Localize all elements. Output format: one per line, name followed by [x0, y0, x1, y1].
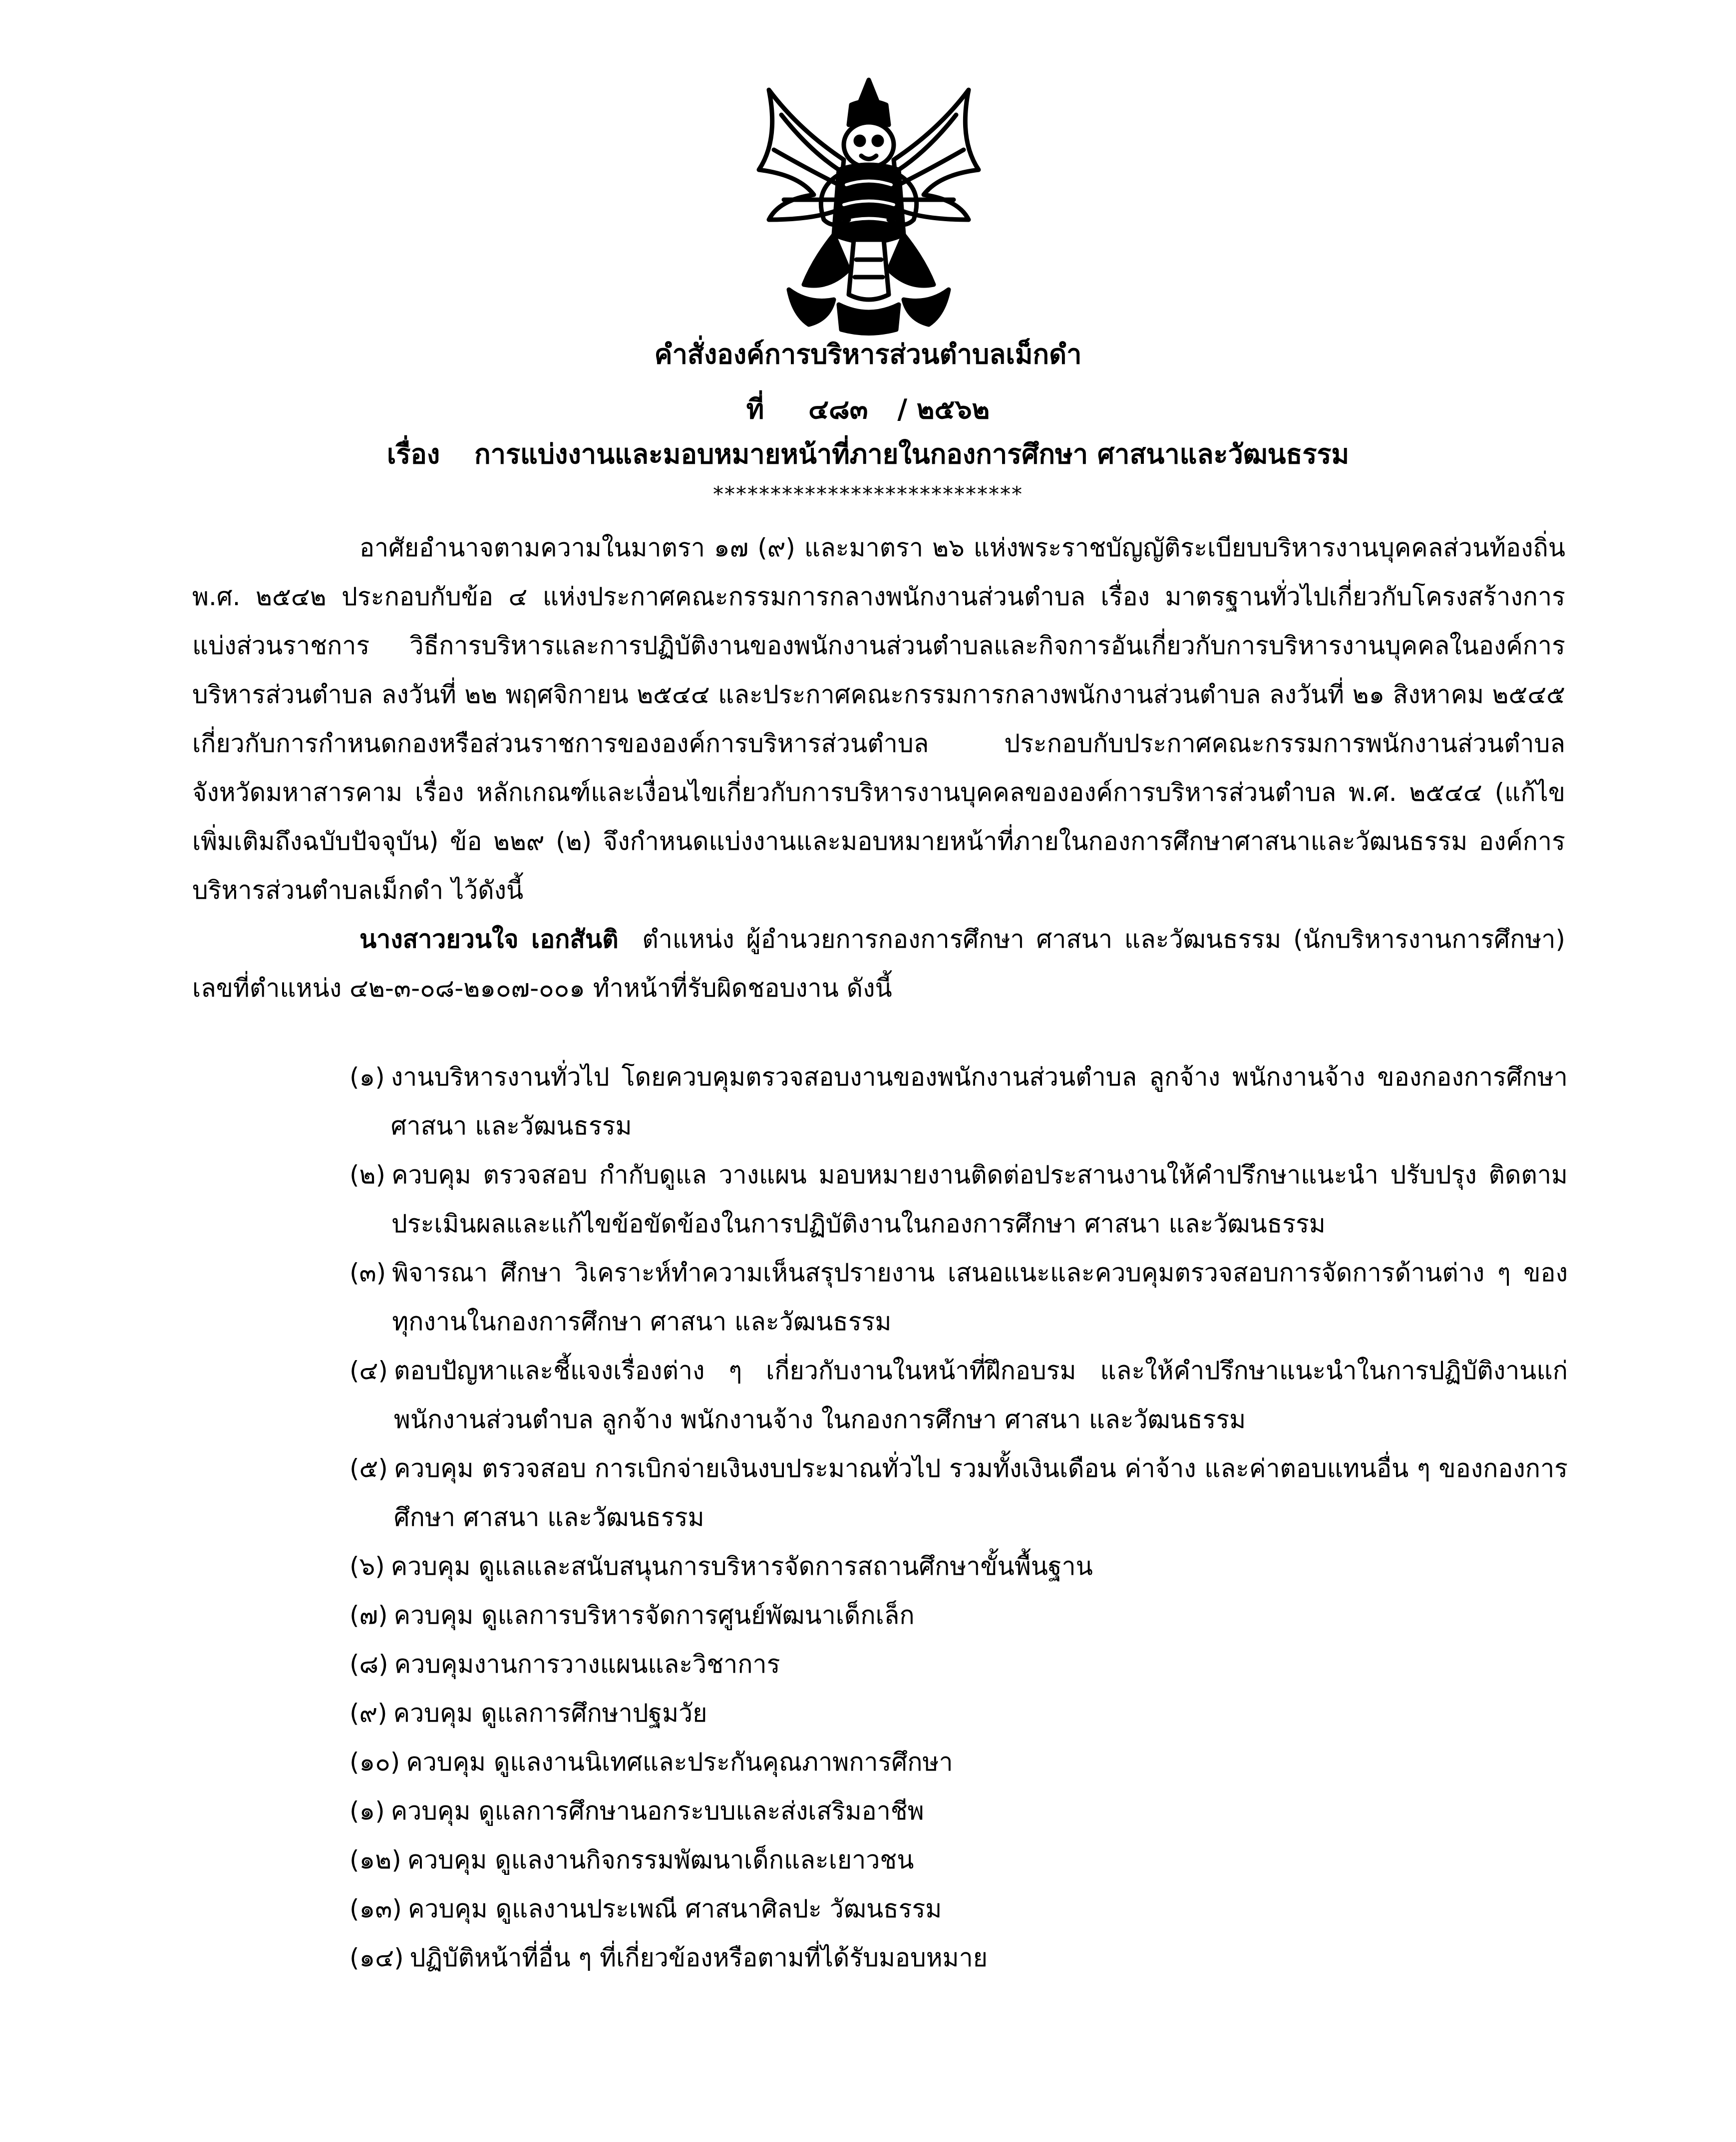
duty-item: (๑) ควบคุม ดูแลการศึกษานอกระบบและส่งเสริมอาชีพ [349, 1796, 924, 1825]
order-number-label: ที่ [746, 393, 764, 425]
preamble-text: อาศัยอำนาจตามความในมาตรา ๑๗ (๙) และมาตรา ๒๖ แห่งพระราชบัญญัติระเบียบบริหารงานบุคคลส่วนท้องถิ่น พ.ศ. ๒๕๔๒ ประกอบกับข้อ ๔ แห่งประกาศคณะกรรมการกลางพนักงานส่วนตำบล เรื่อง มาตรฐานทั่วไปเกี่ยวกับโครงสร้างการแบ่งส่วนราชการ วิธีการบริหารและการปฏิบัติงานของพนักงานส่วนตำบลและกิจการอันเกี่ยวกับการบริหารงานบุคคลในองค์การบริหารส่วนตำบล ลงวันที่ ๒๒ พฤศจิกายน ๒๕๔๔ และประกาศคณะกรรมการกลางพนักงานส่วนตำบล ลงวันที่ ๒๑ สิงหาคม ๒๕๔๕ เกี่ยวกับการกำหนดกองหรือส่วนราชการขององค์การบริหารส่วนตำบล ประกอบกับประกาศคณะกรรมการพนักงานส่วนตำบลจังหวัดมหาสารคาม เรื่อง หลักเกณฑ์และเงื่อนไขเกี่ยวกับการบริหารงานบุคคลขององค์การบริหารส่วนตำบล พ.ศ. ๒๕๔๔ (แก้ไขเพิ่มเติมถึงฉบับปัจจุบัน) ข้อ ๒๒๙ (๒) จึงกำหนดแบ่งงานและมอบหมายหน้าที่ภายในกองการศึกษาศาสนาและวัฒนธรรม องค์การบริหารส่วนตำบลเม็กดำ ไว้ดังนี้ [192, 533, 1565, 905]
subject-text: การแบ่งงานและมอบหมายหน้าที่ภายในกองการศึกษา ศาสนาและวัฒนธรรม [474, 438, 1350, 470]
duty-item: (๑๐) ควบคุม ดูแลงานนิเทศและประกันคุณภาพการศึกษา [349, 1748, 953, 1777]
preamble-paragraph [192, 523, 1565, 915]
garuda-emblem-icon [739, 70, 999, 340]
subject-label: เรื่อง [386, 438, 440, 470]
document-body [192, 523, 1565, 1013]
order-year: / ๒๕๖๒ [897, 393, 990, 425]
assignee-paragraph [192, 915, 1565, 1013]
duties-list [349, 1053, 1568, 1982]
order-title: คำสั่งองค์การบริหารส่วนตำบลเม็กดำ [654, 339, 1082, 370]
order-subject-line [0, 434, 1736, 474]
order-number-line [0, 389, 1736, 429]
duty-item: (๑๒) ควบคุม ดูแลงานกิจกรรมพัฒนาเด็กและเยาวชน [349, 1845, 914, 1874]
duty-item: (๔) ตอบปัญหาและชี้แจงเรื่องต่าง ๆ เกี่ยวกับงานในหน้าที่ฝึกอบรม และให้คำปรึกษาแนะนำในการปฏิบัติงานแก่พนักงานส่วนตำบล ลูกจ้าง พนักงานจ้าง ในกองการศึกษา ศาสนา และวัฒนธรรม [349, 1356, 1568, 1434]
separator-line: *************************** [713, 482, 1023, 506]
assignee-detail: ตำแหน่ง ผู้อำนวยการกองการศึกษา ศาสนา และวัฒนธรรม (นักบริหารงานการศึกษา) เลขที่ตำแหน่ง ๔๒-๓-๐๘-๒๑๐๗-๐๐๑ ทำหน้าที่รับผิดชอบงาน ดังนี้ [192, 925, 1565, 1003]
duty-item: (๕) ควบคุม ตรวจสอบ การเบิกจ่ายเงินงบประมาณทั่วไป รวมทั้งเงินเดือน ค่าจ้าง และค่าตอบแทนอื่น ๆ ของกองการศึกษา ศาสนา และวัฒนธรรม [349, 1454, 1568, 1532]
duty-item: (๑๔) ปฏิบัติหน้าที่อื่น ๆ ที่เกี่ยวข้องหรือตามที่ได้รับมอบหมาย [349, 1943, 988, 1972]
duty-item: (๒) ควบคุม ตรวจสอบ กำกับดูแล วางแผน มอบหมายงานติดต่อประสานงานให้คำปรึกษาแนะนำ ปรับปรุง ติดตามประเมินผลและแก้ไขข้อขัดข้องในการปฏิบัติงานในกองการศึกษา ศาสนา และวัฒนธรรม [349, 1160, 1568, 1238]
duty-item: (๑๓) ควบคุม ดูแลงานประเพณี ศาสนาศิลปะ วัฒนธรรม [349, 1894, 942, 1923]
duty-item: (๓) พิจารณา ศึกษา วิเคราะห์ทำความเห็นสรุปรายงาน เสนอแนะและควบคุมตรวจสอบการจัดการด้านต่าง ๆ ของทุกงานในกองการศึกษา ศาสนา และวัฒนธรรม [349, 1258, 1568, 1336]
assignee-name: นางสาวยวนใจ เอกสันติ [359, 925, 619, 954]
order-number: ๔๘๓ [808, 393, 868, 425]
duty-item: (๘) ควบคุมงานการวางแผนและวิชาการ [349, 1650, 780, 1679]
duty-item: (๙) ควบคุม ดูแลการศึกษาปฐมวัย [349, 1699, 707, 1728]
duty-item: (๖) ควบคุม ดูแลและสนับสนุนการบริหารจัดการสถานศึกษาขั้นพื้นฐาน [349, 1552, 1093, 1581]
duty-item: (๗) ควบคุม ดูแลการบริหารจัดการศูนย์พัฒนาเด็กเล็ก [349, 1601, 915, 1630]
duty-item: (๑) งานบริหารงานทั่วไป โดยควบคุมตรวจสอบงานของพนักงานส่วนตำบล ลูกจ้าง พนักงานจ้าง ของกองการศึกษา ศาสนา และวัฒนธรรม [349, 1063, 1568, 1140]
